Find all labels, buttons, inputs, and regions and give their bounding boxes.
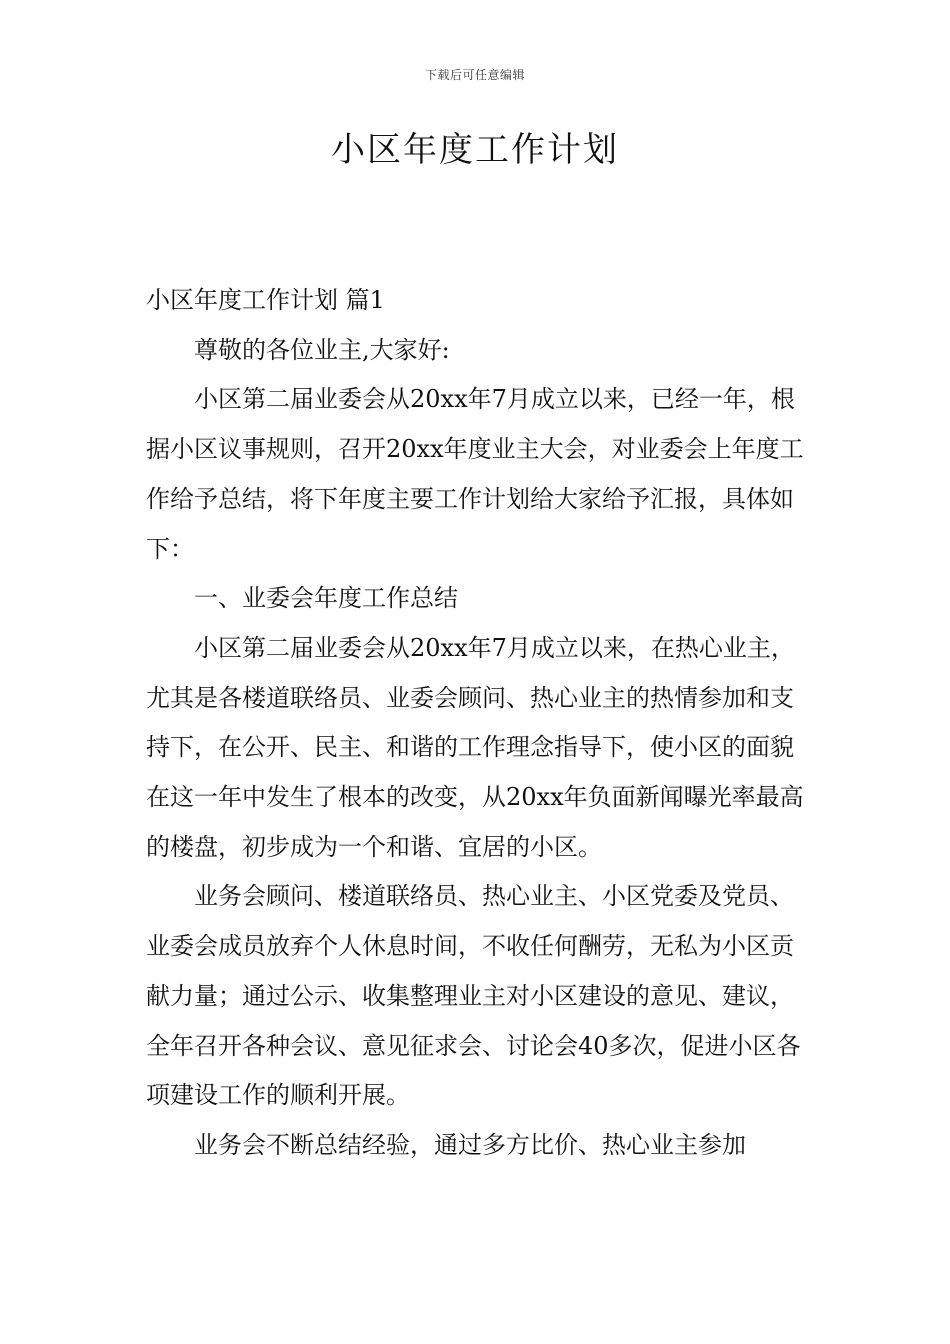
body-paragraph: 业务会顾问、楼道联络员、热心业主、小区党委及党员、业委会成员放弃个人休息时间，不收任何酬劳，无私为小区贡献力量；通过公示、收集整理业主对小区建设的意见、建议，全年召开各种会议、意见征求会、讨论会40多次，促进小区各项建设工作的顺利开展。 — [146, 882, 801, 1110]
section-heading: 小区年度工作计划 篇1 — [146, 286, 385, 314]
body-paragraph: 小区第二届业委会从20xx年7月成立以来，已经一年，根据小区议事规则，召开20xx年度业主大会，对业委会上年度工作给予总结，将下年度主要工作计划给大家给予汇报，具体如下： — [146, 385, 804, 563]
body-paragraph: 业务会不断总结经验，通过多方比价、热心业主参加 — [194, 1130, 746, 1159]
document-title: 小区年度工作计划 — [331, 130, 619, 170]
body-paragraph: 小区第二届业委会从20xx年7月成立以来，在热心业主，尤其是各楼道联络员、业委会顾问、热心业主的热情参加和支持下，在公开、民主、和谐的工作理念指导下，使小区的面貌在这一年中发生了根本的改变，从20xx年负面新闻曝光率最高的楼盘，初步成为一个和谐、宜居的小区。 — [146, 633, 804, 861]
subsection-heading: 一、业委会年度工作总结 — [194, 584, 458, 613]
greeting-paragraph: 尊敬的各位业主,大家好: — [194, 335, 450, 364]
header-note: 下载后可任意编辑 — [424, 68, 525, 82]
document-body — [146, 276, 810, 1171]
